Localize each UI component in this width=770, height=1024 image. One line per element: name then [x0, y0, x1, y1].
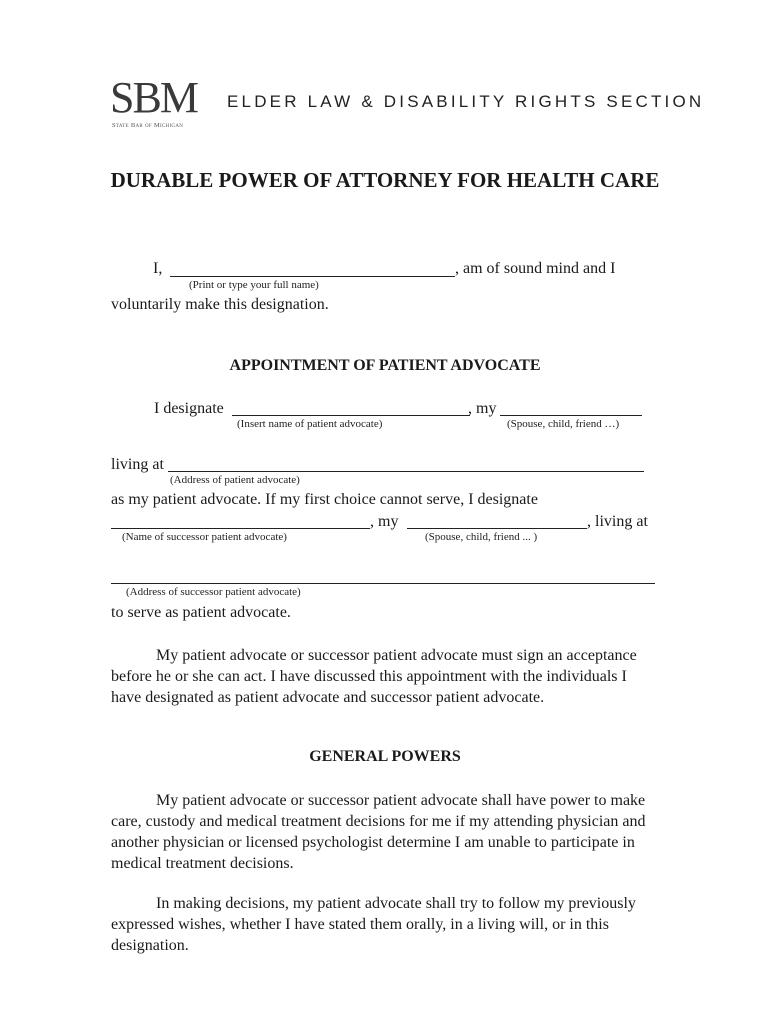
general-powers-paragraph-2: In making decisions, my patient advocate shall try to follow my previously expressed wishes, whether I have stated them orally, in a living will, or in this designation. — [111, 895, 636, 954]
section-title: ELDER LAW & DISABILITY RIGHTS SECTION — [227, 92, 705, 111]
general-powers-paragraph-1: My patient advocate or successor patient advocate shall have power to make care, custody and medical treatment decisions for me if my attending physician and another physician or licensed psychologist determine I am unable to participate in medical treatment decisions. — [111, 792, 646, 872]
general-powers-heading: GENERAL POWERS — [309, 748, 461, 765]
designate-label: I designate — [154, 400, 224, 417]
acceptance-paragraph: My patient advocate or successor patient advocate must sign an acceptance before he or she can act. I have discussed this appointment with the individuals I have designated as patient advocate and successor patient advocate. — [111, 647, 637, 706]
successor-relation-caption: (Spouse, child, friend ... ) — [425, 531, 538, 543]
serve-line: to serve as patient advocate. — [111, 604, 291, 621]
sbm-logo: SBM — [110, 73, 197, 122]
designate-my-label: , my — [468, 400, 497, 417]
successor-my-label: , my — [370, 513, 399, 530]
sbm-logo-subtitle: State Bar of Michigan — [112, 122, 184, 129]
successor-intro: as my patient advocate. If my first choice cannot serve, I designate — [111, 491, 538, 508]
patient-advocate-address-field[interactable] — [168, 471, 644, 472]
patient-advocate-name-field[interactable] — [232, 415, 470, 416]
full-name-caption: (Print or type your full name) — [189, 279, 319, 291]
successor-name-caption: (Name of successor patient advocate) — [122, 531, 287, 543]
advocate-name-caption: (Insert name of patient advocate) — [237, 418, 383, 430]
document-title: DURABLE POWER OF ATTORNEY FOR HEALTH CARE — [110, 168, 660, 192]
patient-advocate-relation-field[interactable] — [500, 415, 642, 416]
advocate-relation-caption: (Spouse, child, friend …) — [507, 418, 620, 430]
intro-continuation: voluntarily make this designation. — [111, 296, 329, 313]
full-name-field[interactable] — [170, 276, 455, 277]
successor-living-at-label: , living at — [587, 513, 648, 530]
successor-name-field[interactable] — [111, 528, 370, 529]
successor-address-caption: (Address of successor patient advocate) — [126, 586, 301, 598]
successor-relation-field[interactable] — [407, 528, 587, 529]
appointment-heading: APPOINTMENT OF PATIENT ADVOCATE — [229, 357, 541, 374]
successor-address-field[interactable] — [111, 583, 655, 584]
advocate-address-caption: (Address of patient advocate) — [170, 474, 300, 486]
intro-prefix: I, — [153, 260, 163, 277]
intro-suffix: , am of sound mind and I — [455, 260, 616, 277]
living-at-label: living at — [111, 456, 164, 473]
